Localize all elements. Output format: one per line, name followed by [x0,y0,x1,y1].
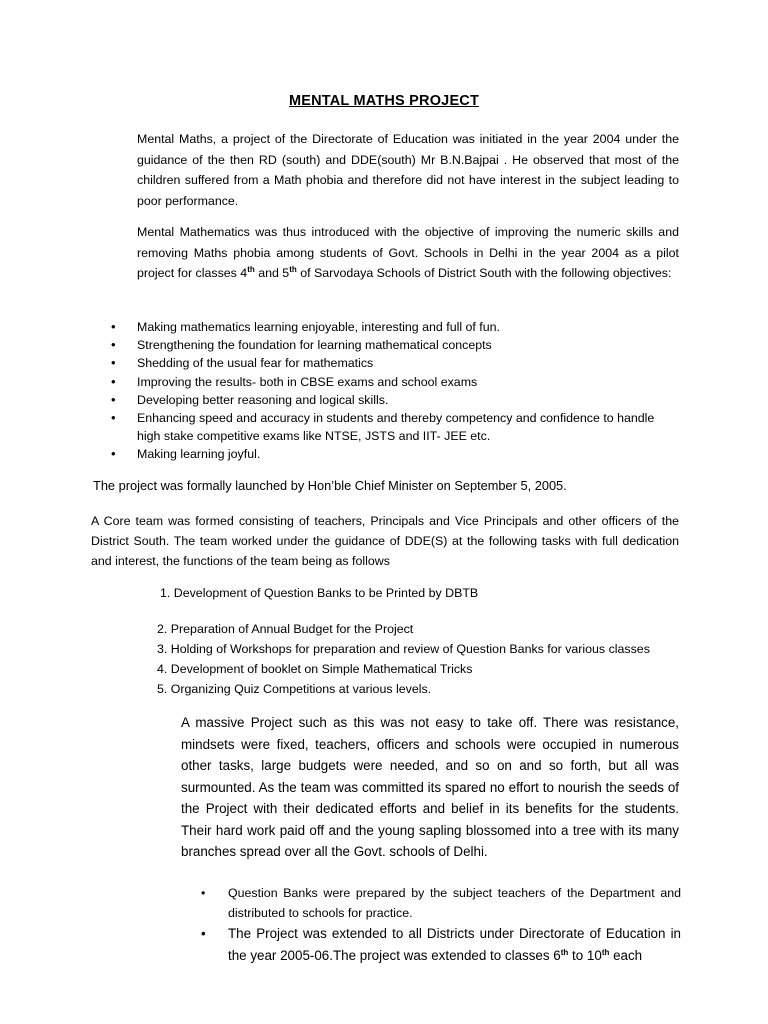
tasks-list [157,619,650,699]
list-item: • Making mathematics learning enjoyable, interesting and full of fun. [111,318,681,336]
bullet-icon: • [111,319,116,334]
launch-statement: The project was formally launched by Hon’ble Chief Minister on September 5, 2005. [93,478,567,493]
bullet-icon: • [111,391,116,407]
task-item-4: 4. Development of booklet on Simple Mathematical Tricks [157,662,473,676]
list-item: • Question Banks were prepared by the subject teachers of the Department and distributed to schools for practice. [201,883,681,923]
objectives-list [111,318,681,464]
list-item: • Improving the results- both in CBSE exams and school exams [111,373,681,391]
list-item: • Making learning joyful. [111,445,681,463]
intro-paragraph: Mental Maths, a project of the Directorate of Education was initiated in the year 2004 under the guidance of the then RD (south) and DDE(south) Mr B.N.Bajpai . He observed that most of the children suffered from a Math phobia and therefore did not have interest in the subject leading to poor performance. [137,132,679,208]
bullet-icon: • [111,373,116,389]
task-item-2: 2. Preparation of Annual Budget for the Project [157,622,414,636]
bullet-icon: • [201,926,206,941]
document-title: MENTAL MATHS PROJECT [288,93,480,109]
bullet-icon: • [111,337,116,353]
task-item-3: 3. Holding of Workshops for preparation and review of Question Banks for various classes [157,642,650,656]
task-item-5: 5. Organizing Quiz Competitions at various levels. [157,682,432,696]
outcomes-list [201,883,681,967]
list-item: • Shedding of the usual fear for mathematics [111,354,681,372]
objective-paragraph: Mental Mathematics was thus introduced with the objective of improving the numeric skills and removing Maths phobia among students of Govt. Schools in Delhi in the year 2004 as a pilot project for classes 4th and 5th of Sarvodaya Schools of District South with the following objectives: [137,225,679,280]
list-item: • Developing better reasoning and logical skills. [111,391,681,409]
list-item: • The Project was extended to all Districts under Directorate of Education in the year 2005-06.The project was extended to classes 6th to 10th each [201,923,681,967]
task-item-1: 1. Development of Question Banks to be Printed by DBTB [160,586,479,600]
massive-project-paragraph: A massive Project such as this was not easy to take off. There was resistance, mindsets were fixed, teachers, officers and schools were occupied in numerous other tasks, large budgets were needed, and so on and so forth, but all was surmounted. As the team was committed its spared no effort to nourish the seeds of the Project with their dedicated efforts and belief in its benefits for the students. Their hard work paid off and the young sapling blossomed into a tree with its many branches spread over all the Govt. schools of Delhi. [181,715,679,859]
bullet-icon: • [111,446,116,462]
core-team-paragraph: A Core team was formed consisting of teachers, Principals and Vice Principals and other officers of the District South. The team worked under the guidance of DDE(S) at the following tasks with full dedication and interest, the functions of the team being as follows [91,514,679,568]
bullet-icon: • [111,355,116,371]
bullet-icon: • [111,410,116,426]
list-item: • Strengthening the foundation for learning mathematical concepts [111,336,681,354]
list-item: • Enhancing speed and accuracy in students and thereby competency and confidence to handle high stake competitive exams like NTSE, JSTS and IIT- JEE etc. [111,410,655,444]
bullet-icon: • [201,886,206,900]
